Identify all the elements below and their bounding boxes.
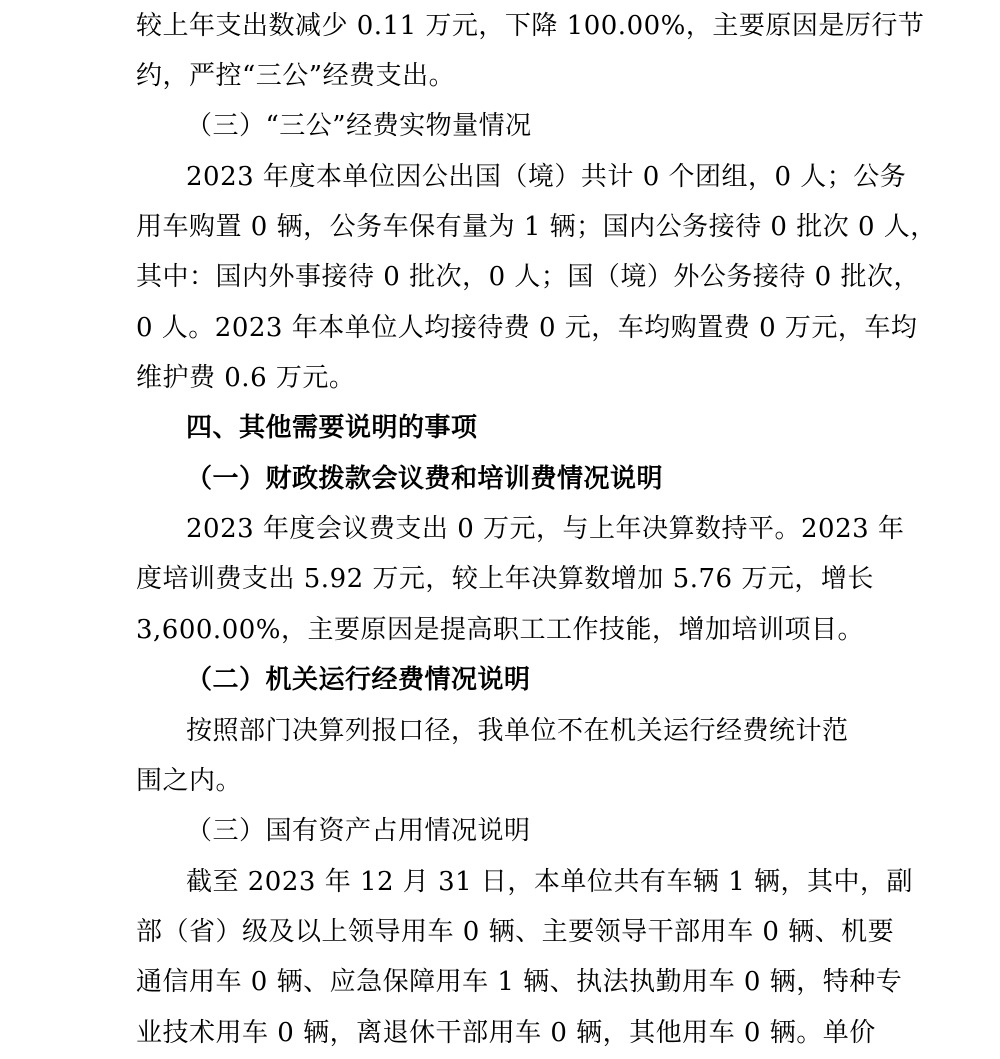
text-line: 围之内。 — [136, 766, 243, 796]
text-line: 业技术用车 0 辆，离退休干部用车 0 辆，其他用车 0 辆。单价 — [136, 1018, 876, 1048]
text-line: 部（省）级及以上领导用车 0 辆、主要领导干部用车 0 辆、机要 — [136, 917, 895, 947]
text-line: 通信用车 0 辆、应急保障用车 1 辆、执法执勤用车 0 辆，特种专 — [136, 967, 903, 997]
chapter-heading: 四、其他需要说明的事项 — [186, 413, 478, 443]
section-heading: （一）财政拨款会议费和培训费情况说明 — [186, 464, 664, 494]
text-line: 3,600.00%，主要原因是提高职工工作技能，增加培训项目。 — [136, 615, 864, 645]
section-heading: （三）“三公”经费实物量情况 — [186, 111, 532, 141]
section-heading: （三）国有资产占用情况说明 — [186, 816, 531, 846]
text-line: 较上年支出数减少 0.11 万元，下降 100.00%，主要原因是厉行节 — [136, 11, 925, 41]
text-line: 用车购置 0 辆，公务车保有量为 1 辆；国内公务接待 0 批次 0 人， — [136, 212, 937, 242]
text-line: 0 人。2023 年本单位人均接待费 0 元，车均购置费 0 万元，车均 — [136, 313, 918, 343]
text-line: 2023 年度会议费支出 0 万元，与上年决算数持平。2023 年 — [186, 514, 905, 544]
text-line: 约，严控“三公”经费支出。 — [136, 61, 456, 91]
text-line: 度培训费支出 5.92 万元，较上年决算数增加 5.76 万元，增长 — [136, 564, 874, 594]
text-line: 截至 2023 年 12 月 31 日，本单位共有车辆 1 辆，其中，副 — [186, 867, 913, 897]
section-heading: （二）机关运行经费情况说明 — [186, 665, 531, 695]
text-line: 维护费 0.6 万元。 — [136, 363, 356, 393]
text-line: 按照部门决算列报口径，我单位不在机关运行经费统计范 — [186, 716, 849, 746]
text-line: 2023 年度本单位因公出国（境）共计 0 个团组，0 人；公务 — [186, 162, 907, 192]
text-line: 其中：国内外事接待 0 批次，0 人；国（境）外公务接待 0 批次， — [136, 262, 920, 292]
